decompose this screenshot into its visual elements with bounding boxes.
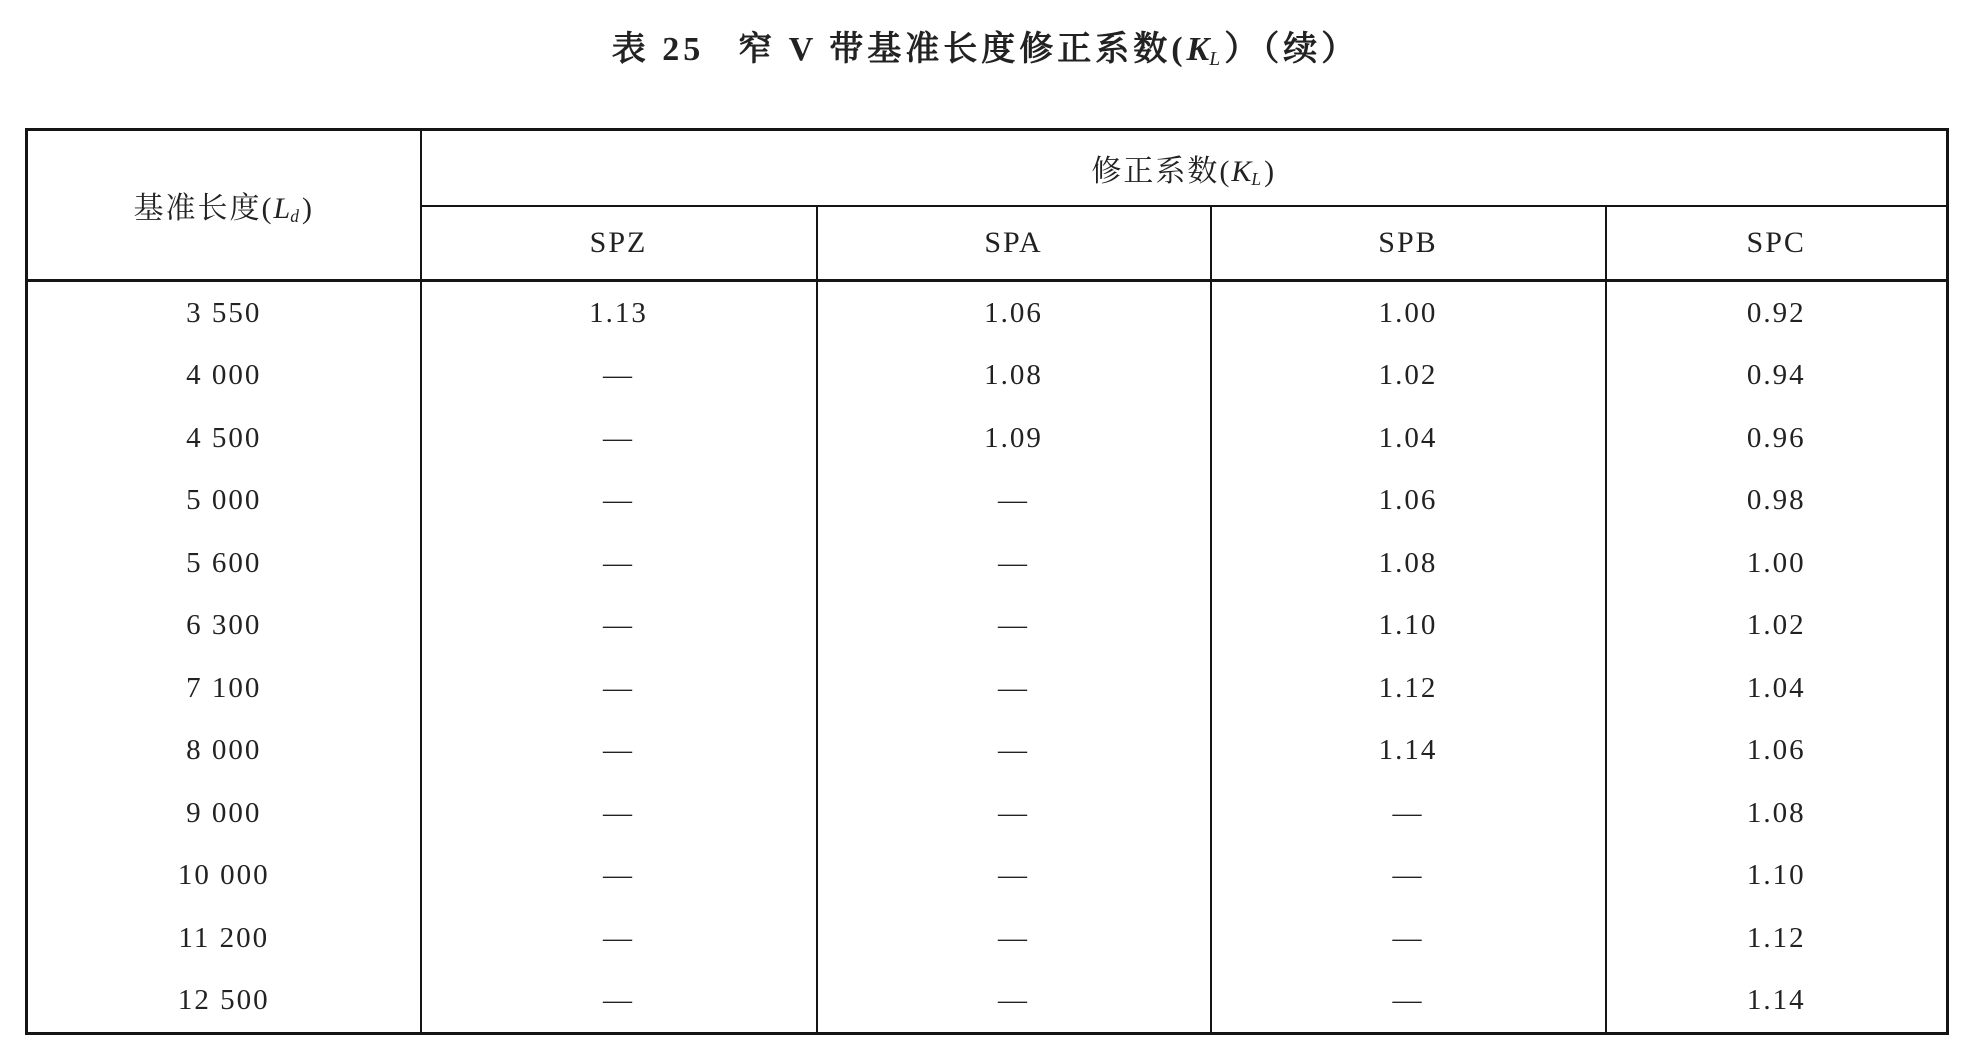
correction-factor-cell: 1.13 [421, 281, 817, 345]
datum-length-cell: 8 000 [186, 734, 262, 767]
column-header-spa: SPA [817, 206, 1211, 281]
correction-factor-cell: 0.96 [1606, 407, 1948, 470]
correction-factor-cell: 0.92 [1606, 281, 1948, 345]
correction-factor-cell: — [421, 720, 817, 783]
correction-factor-cell: — [817, 845, 1211, 908]
correction-factor-cell: — [1211, 782, 1606, 845]
datum-length-header-text: 基准长度( [133, 191, 274, 225]
correction-factor-cell: — [421, 595, 817, 658]
datum-length-cell: 10 000 [177, 859, 270, 892]
datum-length-cell: 6 300 [186, 609, 262, 642]
correction-factor-cell: 1.00 [1606, 532, 1948, 595]
table-title [0, 28, 1971, 81]
correction-factor-cell: 1.06 [1606, 720, 1948, 783]
correction-factor-cell: — [817, 657, 1211, 720]
datum-length-cell: 12 500 [177, 984, 270, 1017]
correction-factor-header-text: 修正系数( [1091, 154, 1232, 188]
column-header-spc: SPC [1606, 206, 1948, 281]
subscript-d: d [290, 206, 299, 227]
datum-length-cell: 4 500 [186, 421, 262, 454]
datum-length-cell: 3 550 [186, 296, 262, 329]
table-body [27, 281, 1948, 1034]
correction-factor-cell: 1.06 [817, 281, 1211, 345]
correction-factor-cell: — [817, 720, 1211, 783]
correction-factor-cell: 1.09 [817, 407, 1211, 470]
correction-factor-cell: 1.08 [1606, 782, 1948, 845]
table-title-text: 窄 V 带基准长度修正系数( [738, 31, 1187, 68]
correction-factor-cell: 1.04 [1211, 407, 1606, 470]
table-number: 表 25 [611, 31, 705, 68]
correction-factor-cell: — [817, 907, 1211, 970]
column-header-spz: SPZ [421, 206, 817, 281]
table-row [27, 470, 1948, 533]
correction-factor-table [25, 128, 1949, 1035]
datum-length-header-suffix: ) [301, 191, 314, 225]
table-row [27, 281, 1948, 345]
correction-factor-cell: — [817, 595, 1211, 658]
correction-factor-cell: — [817, 782, 1211, 845]
correction-factor-cell: — [421, 970, 817, 1034]
correction-factor-cell: 1.08 [1211, 532, 1606, 595]
table-header [27, 130, 1948, 281]
title-symbol-k: K [1186, 31, 1210, 68]
datum-length-cell: 4 000 [186, 359, 262, 392]
table-row [27, 720, 1948, 783]
correction-factor-cell: 0.94 [1606, 345, 1948, 408]
correction-factor-cell: 1.04 [1606, 657, 1948, 720]
title-subscript-l: L [1209, 47, 1221, 70]
correction-factor-cell: 1.06 [1211, 470, 1606, 533]
datum-length-cell: 5 000 [186, 484, 262, 517]
correction-factor-cell: — [421, 782, 817, 845]
table-row [27, 845, 1948, 908]
correction-factor-cell: 1.14 [1606, 970, 1948, 1034]
table-row [27, 532, 1948, 595]
datum-length-header [27, 130, 421, 281]
datum-length-cell: 5 600 [186, 546, 262, 579]
correction-factor-cell: 1.02 [1606, 595, 1948, 658]
correction-factor-cell: — [421, 345, 817, 408]
datum-length-cell: 11 200 [178, 921, 270, 954]
correction-factor-cell: — [817, 532, 1211, 595]
correction-factor-cell: 1.12 [1211, 657, 1606, 720]
correction-factor-cell: 1.00 [1211, 281, 1606, 345]
correction-factor-cell: — [421, 907, 817, 970]
correction-factor-cell: — [817, 970, 1211, 1034]
correction-factor-cell: — [1211, 970, 1606, 1034]
correction-factor-cell: — [421, 532, 817, 595]
correction-factor-cell: 1.10 [1211, 595, 1606, 658]
table-row [27, 407, 1948, 470]
correction-factor-cell: — [1211, 845, 1606, 908]
symbol-k: K [1231, 154, 1252, 188]
subscript-l: L [1251, 169, 1262, 190]
correction-factor-header [421, 130, 1948, 207]
table-row [27, 657, 1948, 720]
table-row [27, 907, 1948, 970]
correction-factor-cell: 1.12 [1606, 907, 1948, 970]
correction-factor-cell: 0.98 [1606, 470, 1948, 533]
correction-factor-cell: 1.14 [1211, 720, 1606, 783]
table-row [27, 345, 1948, 408]
table-row [27, 595, 1948, 658]
correction-factor-cell: — [421, 657, 817, 720]
correction-factor-cell: 1.08 [817, 345, 1211, 408]
table-row [27, 782, 1948, 845]
correction-factor-cell: — [421, 470, 817, 533]
correction-factor-cell: 1.10 [1606, 845, 1948, 908]
datum-length-cell: 9 000 [186, 796, 262, 829]
column-header-spb: SPB [1211, 206, 1606, 281]
datum-length-cell: 7 100 [186, 671, 262, 704]
correction-factor-cell: — [421, 407, 817, 470]
table-title-suffix: ）（续） [1224, 31, 1360, 68]
correction-factor-header-suffix: ) [1264, 154, 1277, 188]
correction-factor-cell: — [421, 845, 817, 908]
correction-factor-cell: 1.02 [1211, 345, 1606, 408]
correction-factor-cell: — [1211, 907, 1606, 970]
correction-factor-cell: — [817, 470, 1211, 533]
header-row [27, 130, 1948, 207]
symbol-l: L [273, 191, 291, 225]
table-row [27, 970, 1948, 1034]
